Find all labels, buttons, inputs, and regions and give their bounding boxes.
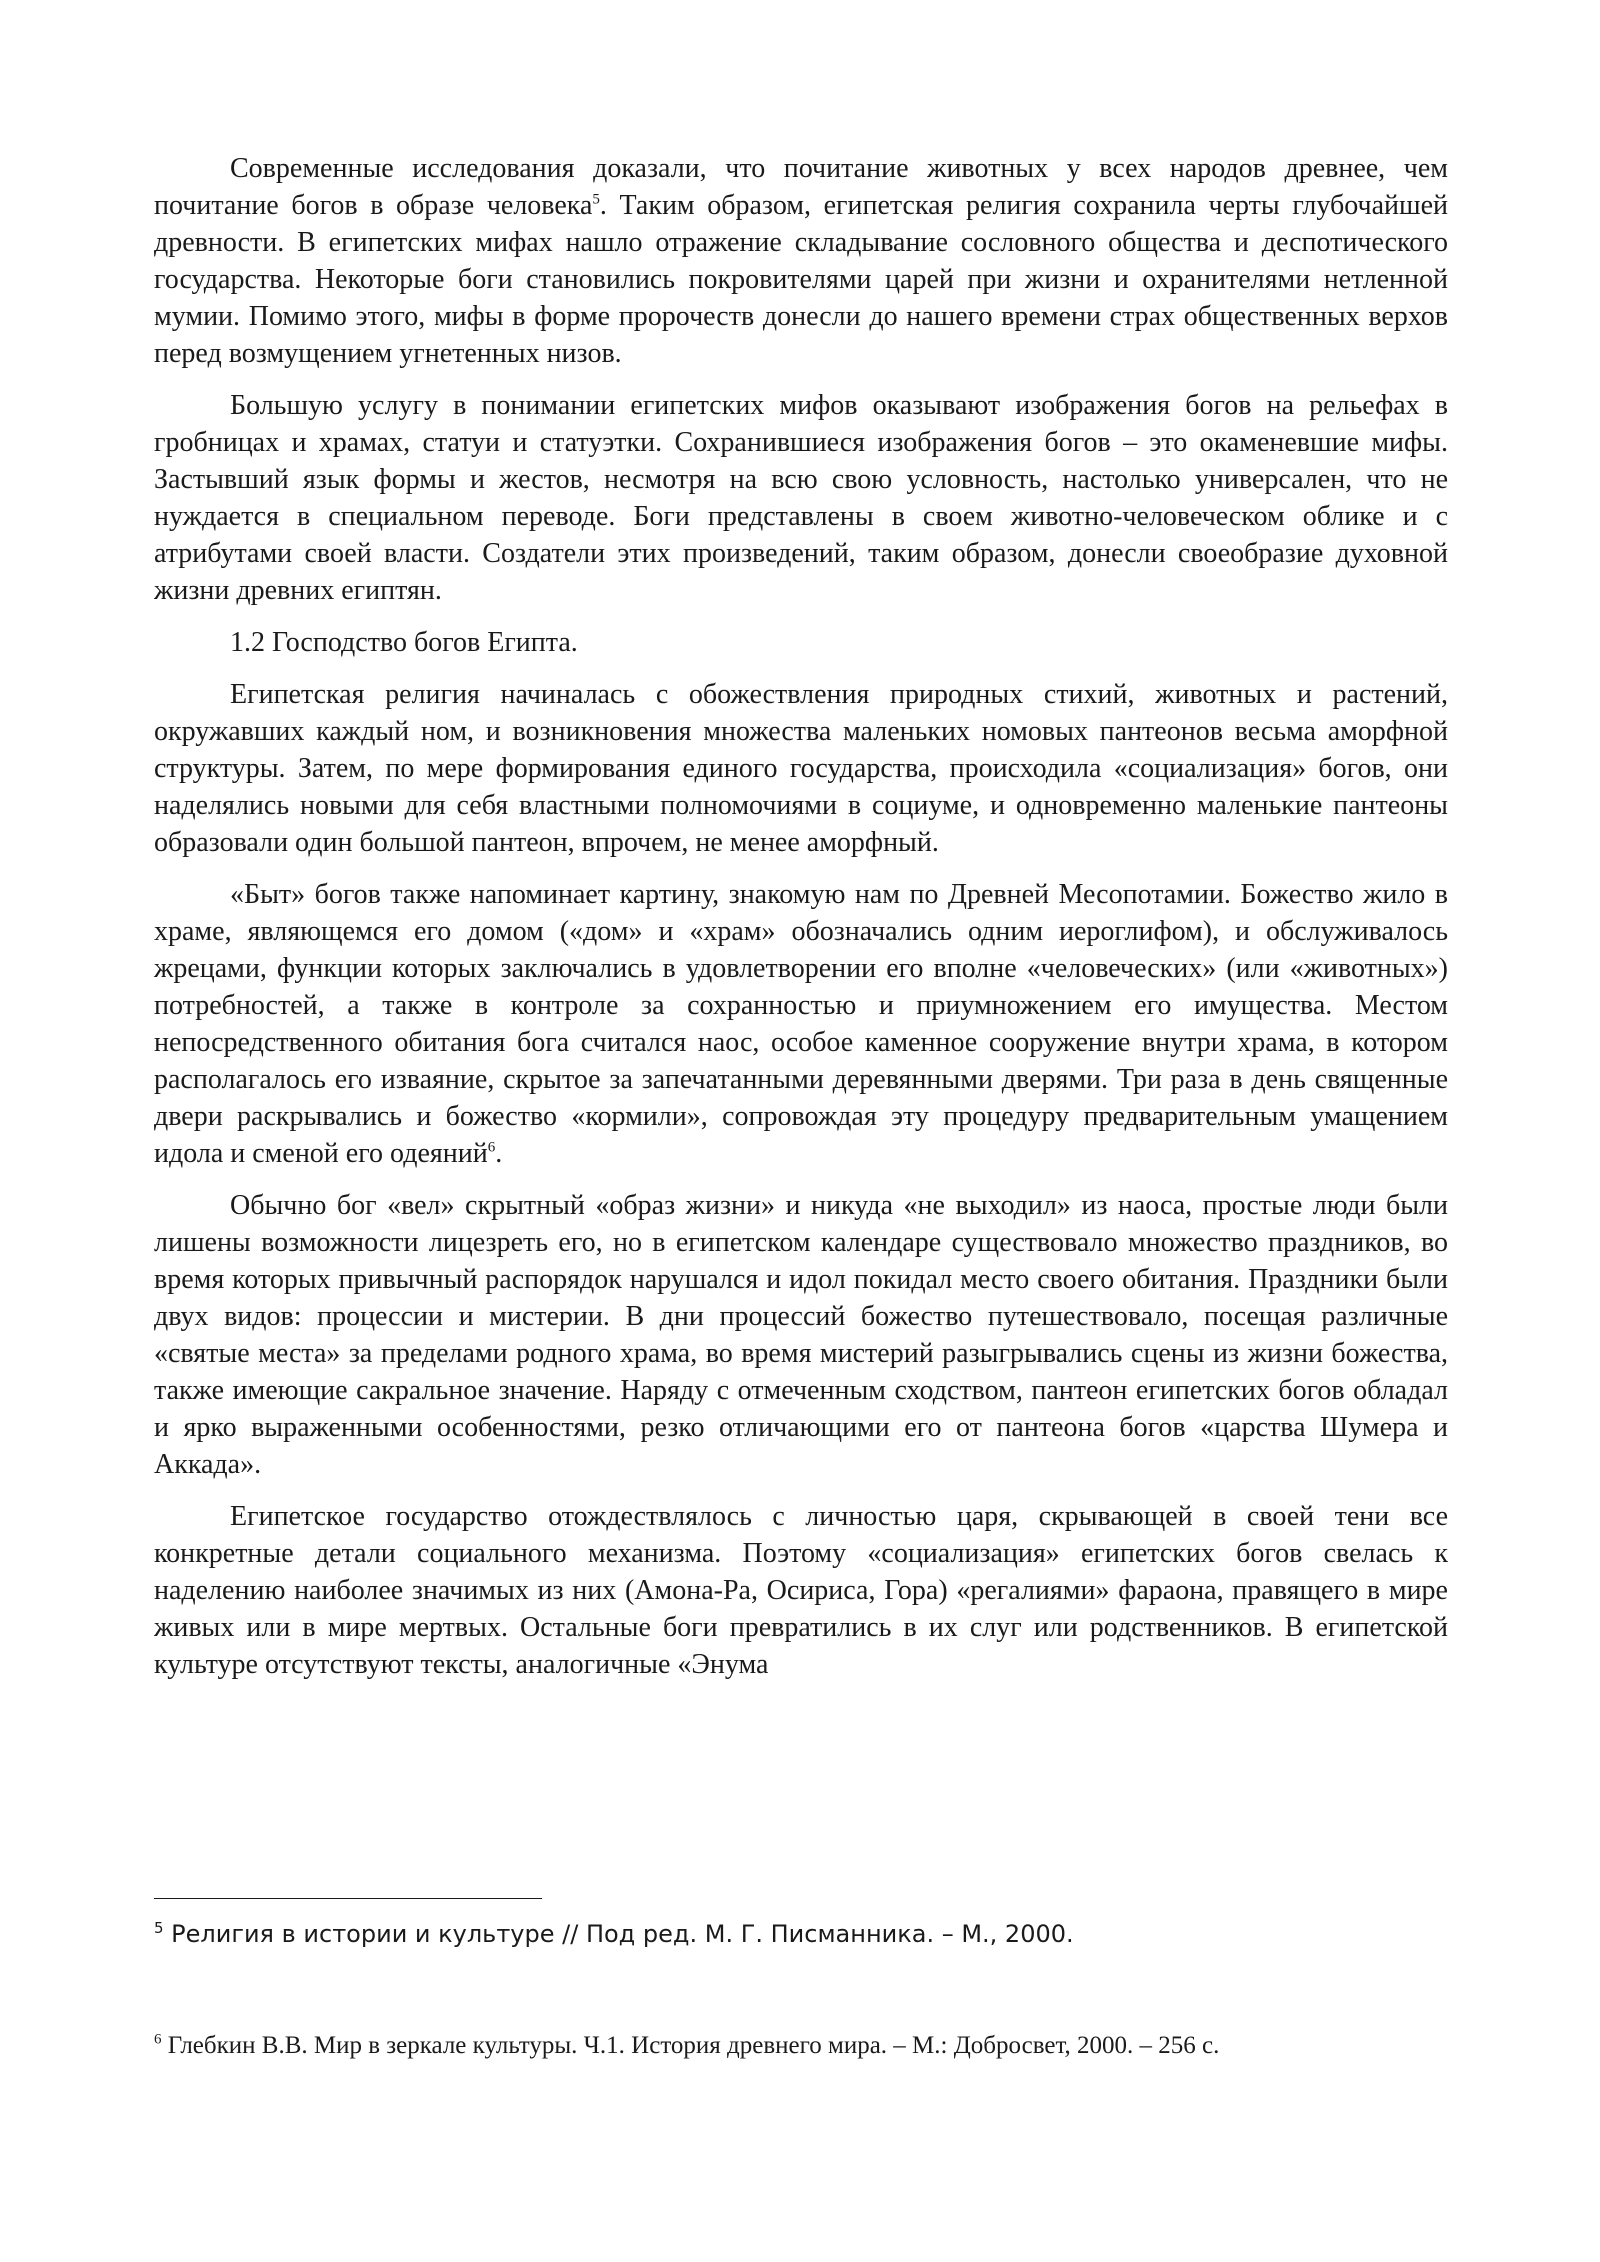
document-body	[154, 150, 1448, 1698]
paragraph-4	[154, 876, 1448, 1172]
footnote-5	[154, 1918, 1448, 1950]
paragraph-4-text-b: .	[495, 1138, 503, 1169]
paragraph-1-text-a: Современные исследования доказали, что почитание животных у всех народов древнее, чем почитание богов в образе человека	[154, 153, 1448, 221]
paragraph-6: Египетское государство отождествлялось с личностью царя, скрывающей в своей тени все конкретные детали социального механизма. Поэтому «социализация» египетских богов свелась к наделению наиболее значимых из них (Амона-Ра, Осириса, Гора) «регалиями» фараона, правящего в мире живых или в мире мертвых. Остальные боги превратились в их слуг или родственников. В египетской культуре отсутствуют тексты, аналогичные «Энума	[154, 1501, 1448, 1680]
footnote-separator	[154, 1898, 542, 1899]
paragraph-1	[154, 150, 1448, 372]
footnote-5-text: Религия в истории и культуре // Под ред. М. Г. Писманника. – М., 2000.	[163, 1920, 1074, 1948]
footnote-6-mark: 6	[154, 2031, 162, 2048]
footnote-5-mark: 5	[154, 1919, 164, 1937]
section-heading: 1.2 Господство богов Египта.	[230, 627, 578, 658]
footnote-ref-6[interactable]: 6	[487, 1139, 496, 1156]
paragraph-5: Обычно бог «вел» скрытный «образ жизни» и никуда «не выходил» из наоса, простые люди были лишены возможности лицезреть его, но в египетском календаре существовало множество праздников, во время которых привычный распорядок нарушался и идол покидал место своего обитания. Праздники были двух видов: процессии и мистерии. В дни процессий божество путешествовало, посещая различные «святые места» за пределами родного храма, во время мистерий разыгрывались сцены из жизни божества, также имеющие сакральное значение. Наряду с отмеченным сходством, пантеон египетских богов обладал и ярко выраженными особенностями, резко отличающими его от пантеона богов «царства Шумера и Аккада».	[154, 1190, 1448, 1480]
paragraph-3: Египетская религия начиналась с обожествления природных стихий, животных и растений, окружавших каждый ном, и возникновения множества маленьких номовых пантеонов весьма аморфной структуры. Затем, по мере формирования единого государства, происходила «социализация» богов, они наделялись новыми для себя властными полномочиями в социуме, и одновременно маленькие пантеоны образовали один большой пантеон, впрочем, не менее аморфный.	[154, 679, 1448, 858]
footnote-6	[154, 2030, 1448, 2062]
paragraph-4-text-a: «Быт» богов также напоминает картину, знакомую нам по Древней Месопотамии. Божество жило в храме, являющемся его домом («дом» и «храм» обозначались одним иероглифом), и обслуживалось жрецами, функции которых заключались в удовлетворении его вполне «человеческих» (или «животных») потребностей, а также в контроле за сохранностью и приумножением его имущества. Местом непосредственного обитания бога считался наос, особое каменное сооружение внутри храма, в котором располагалось его изваяние, скрытое за запечатанными деревянными дверями. Три раза в день священные двери раскрывались и божество «кормили», сопровождая эту процедуру предварительным умащением идола и сменой его одеяний	[154, 879, 1448, 1169]
footnote-6-text: Глебкин В.В. Мир в зеркале культуры. Ч.1. История древнего мира. – М.: Добросвет, 2000. – 256 с.	[161, 2032, 1220, 2059]
paragraph-1-text-b: . Таким образом, египетская религия сохранила черты глубочайшей древности. В египетских мифах нашло отражение складывание сословного общества и деспотического государства. Некоторые боги становились покровителями царей при жизни и охранителями нетленной мумии. Помимо этого, мифы в форме пророчеств донесли до нашего времени страх общественных верхов перед возмущением угнетенных низов.	[154, 190, 1448, 369]
paragraph-2: Большую услугу в понимании египетских мифов оказывают изображения богов на рельефах в гробницах и храмах, статуи и статуэтки. Сохранившиеся изображения богов – это окаменевшие мифы. Застывший язык формы и жестов, несмотря на всю свою условность, настолько универсален, что не нуждается в специальном переводе. Боги представлены в своем животно-человеческом облике и с атрибутами своей власти. Создатели этих произведений, таким образом, донесли своеобразие духовной жизни древних египтян.	[154, 390, 1448, 606]
footnote-ref-5[interactable]: 5	[592, 191, 600, 208]
